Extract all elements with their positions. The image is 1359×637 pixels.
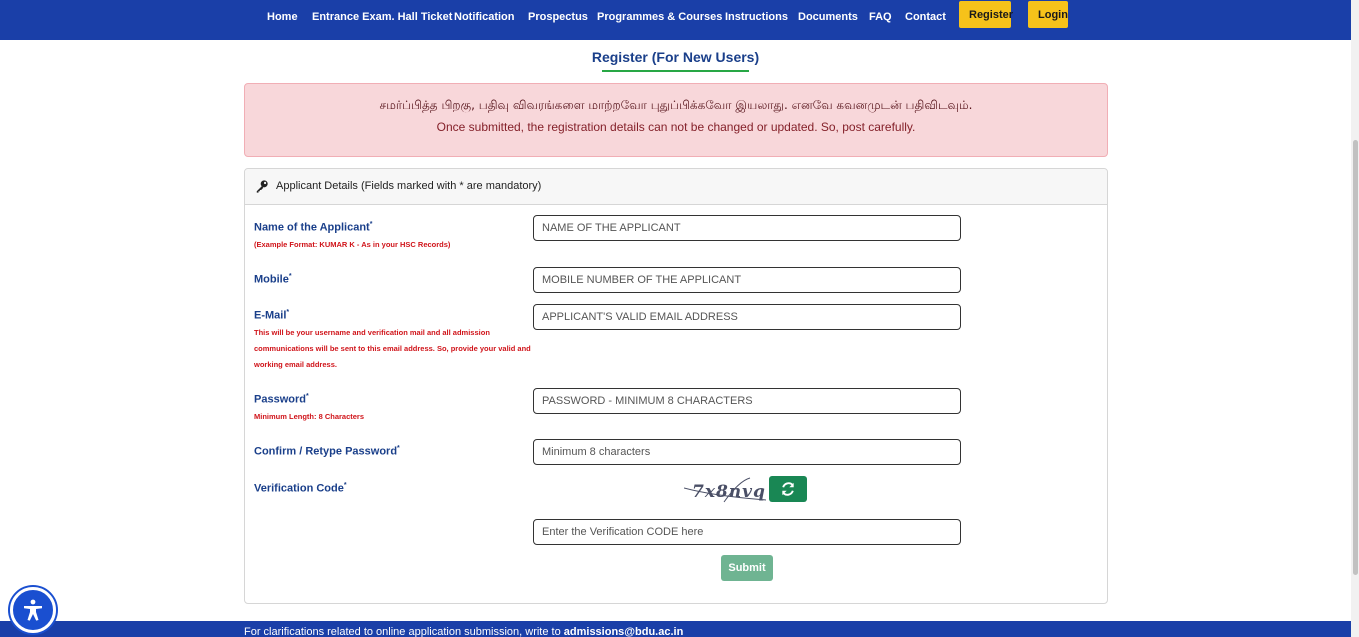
nav-contact[interactable]: Contact (905, 11, 946, 23)
card-header (245, 169, 1107, 205)
captcha-label: Verification Code* (254, 482, 347, 495)
email-hint: This will be your username and verification mail and all admission communications will be sent to this email address. So, provide your valid and working email address. (254, 328, 531, 369)
required-mark: * (288, 273, 292, 280)
accessibility-icon (21, 598, 45, 622)
title-underline (602, 70, 749, 72)
email-input[interactable] (533, 304, 961, 330)
nav-home[interactable]: Home (267, 11, 298, 23)
footer-text: For clarifications related to online application submission, write to admissions@bdu.ac.in (244, 626, 684, 637)
nav-instructions[interactable]: Instructions (725, 11, 788, 23)
register-button[interactable]: Register (959, 1, 1011, 28)
required-mark: * (343, 482, 347, 489)
password-hint: Minimum Length: 8 Characters (254, 412, 365, 421)
page-title: Register (For New Users) (591, 49, 760, 65)
accessibility-button[interactable] (10, 587, 56, 633)
password-label: Password* (254, 393, 309, 406)
name-label: Name of the Applicant* (254, 221, 373, 234)
alert-tamil-text: சமர்ப்பித்த பிறகு, பதிவு விவரங்களை மாற்றவோ புதுப்பிக்கவோ இயலாது. எனவே கவனமுடன் பதிவிடவும். (379, 98, 973, 112)
captcha-input[interactable] (533, 519, 961, 545)
required-mark: * (286, 309, 290, 316)
warning-alert (244, 83, 1108, 157)
nav-documents[interactable]: Documents (798, 11, 858, 23)
nav-faq[interactable]: FAQ (869, 11, 892, 23)
password-input[interactable] (533, 388, 961, 414)
submit-button[interactable]: Submit (721, 555, 773, 581)
login-button[interactable]: Login (1028, 1, 1068, 28)
confirm-password-input[interactable] (533, 439, 961, 465)
mobile-input[interactable] (533, 267, 961, 293)
mobile-label: Mobile* (254, 273, 292, 286)
alert-english-text: Once submitted, the registration details can not be changed or updated. So, post carefully. (436, 120, 916, 134)
captcha-image (684, 476, 766, 504)
footer-email-link[interactable]: admissions@bdu.ac.in (563, 626, 684, 637)
required-mark: * (369, 221, 373, 228)
nav-programmes-courses[interactable]: Programmes & Courses (597, 11, 723, 23)
required-mark: * (397, 445, 400, 452)
top-navigation (0, 0, 1351, 40)
confirm-password-label: Confirm / Retype Password* (254, 445, 400, 458)
name-input[interactable] (533, 215, 961, 241)
required-mark: * (305, 393, 309, 400)
key-icon (255, 179, 269, 193)
refresh-icon (781, 482, 795, 496)
email-label: E-Mail* (254, 309, 290, 322)
nav-hall-ticket[interactable]: Entrance Exam. Hall Ticket (312, 11, 453, 23)
footer (0, 621, 1351, 637)
scrollbar-thumb[interactable] (1353, 140, 1358, 575)
nav-prospectus[interactable]: Prospectus (528, 11, 588, 23)
captcha-text: 7x8nvq (692, 482, 766, 502)
captcha-refresh-button[interactable] (769, 476, 807, 502)
nav-notification[interactable]: Notification (454, 11, 515, 23)
name-hint: (Example Format: KUMAR K - As in your HSC Records) (254, 240, 451, 249)
card-header-title: Applicant Details (Fields marked with * are mandatory) (276, 180, 542, 192)
